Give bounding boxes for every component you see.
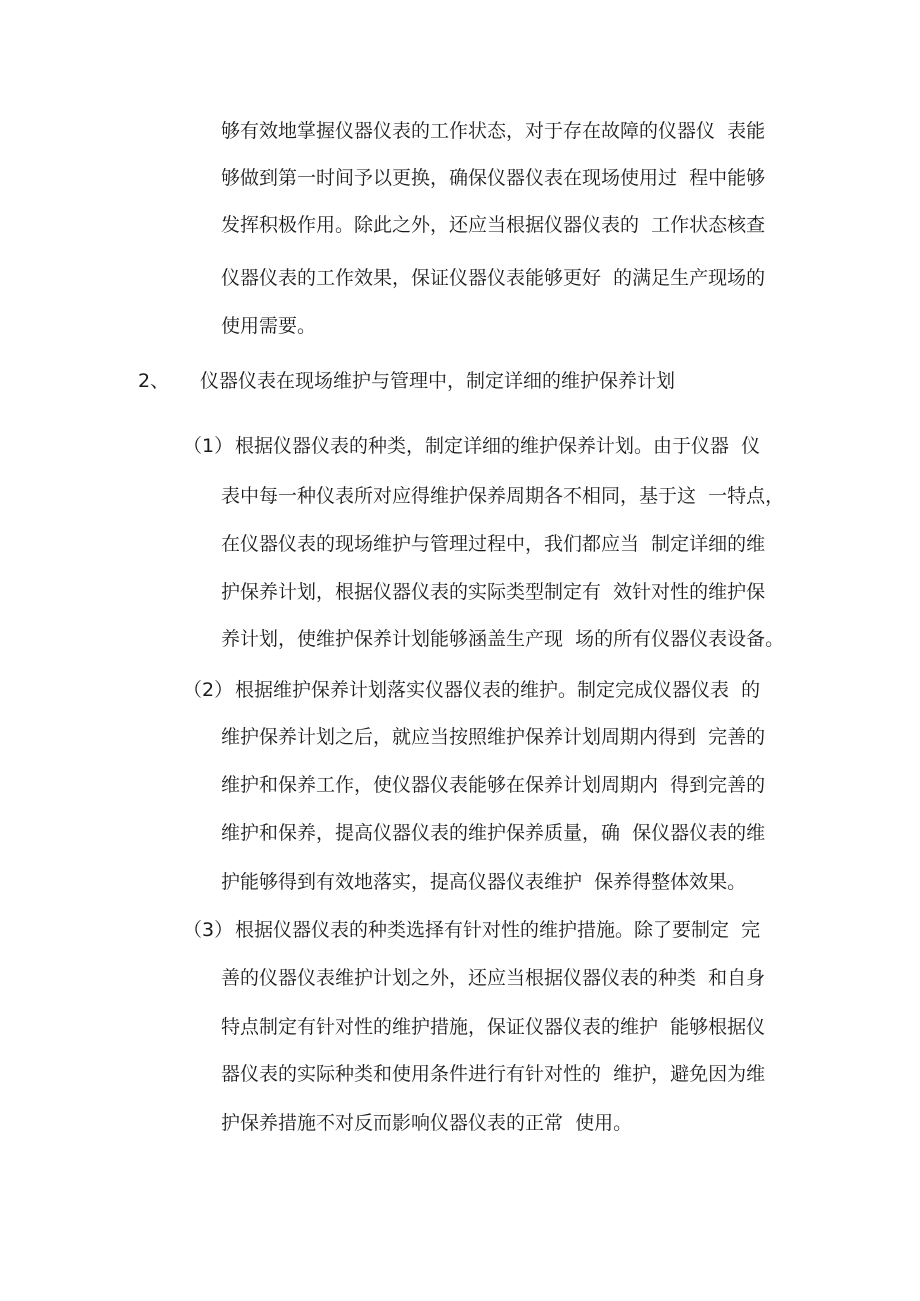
- item-marker: （3）: [183, 919, 234, 941]
- item-line: 在仪器仪表的现场维护与管理过程中，我们都应当 制定详细的维: [221, 533, 766, 555]
- item-line: 养计划，使维护保养计划能够涵盖生产现 场的所有仪器仪表设备。: [221, 628, 785, 650]
- item-marker: （1）: [183, 435, 234, 457]
- item-line: 根据仪器仪表的种类选择有针对性的维护措施。除了要制定 完: [235, 919, 761, 941]
- paragraph-line: 仪器仪表的工作效果，保证仪器仪表能够更好 的满足生产现场的: [221, 267, 766, 289]
- section-title: 仪器仪表在现场维护与管理中，制定详细的维护保养计划: [200, 370, 676, 392]
- item-line: 善的仪器仪表维护计划之外，还应当根据仪器仪表的种类 和自身: [221, 967, 766, 989]
- paragraph-line: 使用需要。: [221, 315, 317, 337]
- item-line: 根据维护保养计划落实仪器仪表的维护。制定完成仪器仪表 的: [235, 679, 761, 701]
- item-line: 特点制定有针对性的维护措施，保证仪器仪表的维护 能够根据仪: [221, 1016, 766, 1038]
- item-line: 维护和保养工作，使仪器仪表能够在保养计划周期内 得到完善的: [221, 774, 766, 796]
- item-line: 表中每一种仪表所对应得维护保养周期各不相同，基于这 一特点，: [221, 485, 785, 507]
- item-line: 护能够得到有效地落实，提高仪器仪表维护 保养得整体效果。: [221, 871, 747, 893]
- item-line: 维护保养计划之后，就应当按照维护保养计划周期内得到 完善的: [221, 726, 766, 748]
- item-line: 护保养措施不对反而影响仪器仪表的正常 使用。: [221, 1112, 633, 1134]
- item-marker: （2）: [183, 679, 234, 701]
- section-number: 2、: [138, 370, 170, 392]
- paragraph-line: 发挥积极作用。除此之外，还应当根据仪器仪表的 工作状态核查: [221, 214, 766, 236]
- item-line: 护保养计划，根据仪器仪表的实际类型制定有 效针对性的维护保: [221, 581, 766, 603]
- paragraph-line: 够有效地掌握仪器仪表的工作状态，对于存在故障的仪器仪 表能: [221, 120, 766, 142]
- item-line: 根据仪器仪表的种类，制定详细的维护保养计划。由于仪器 仪: [235, 435, 761, 457]
- item-line: 器仪表的实际种类和使用条件进行有针对性的 维护，避免因为维: [221, 1063, 766, 1085]
- paragraph-line: 够做到第一时间予以更换，确保仪器仪表在现场使用过 程中能够: [221, 167, 766, 189]
- item-line: 维护和保养，提高仪器仪表的维护保养质量，确 保仪器仪表的维: [221, 822, 766, 844]
